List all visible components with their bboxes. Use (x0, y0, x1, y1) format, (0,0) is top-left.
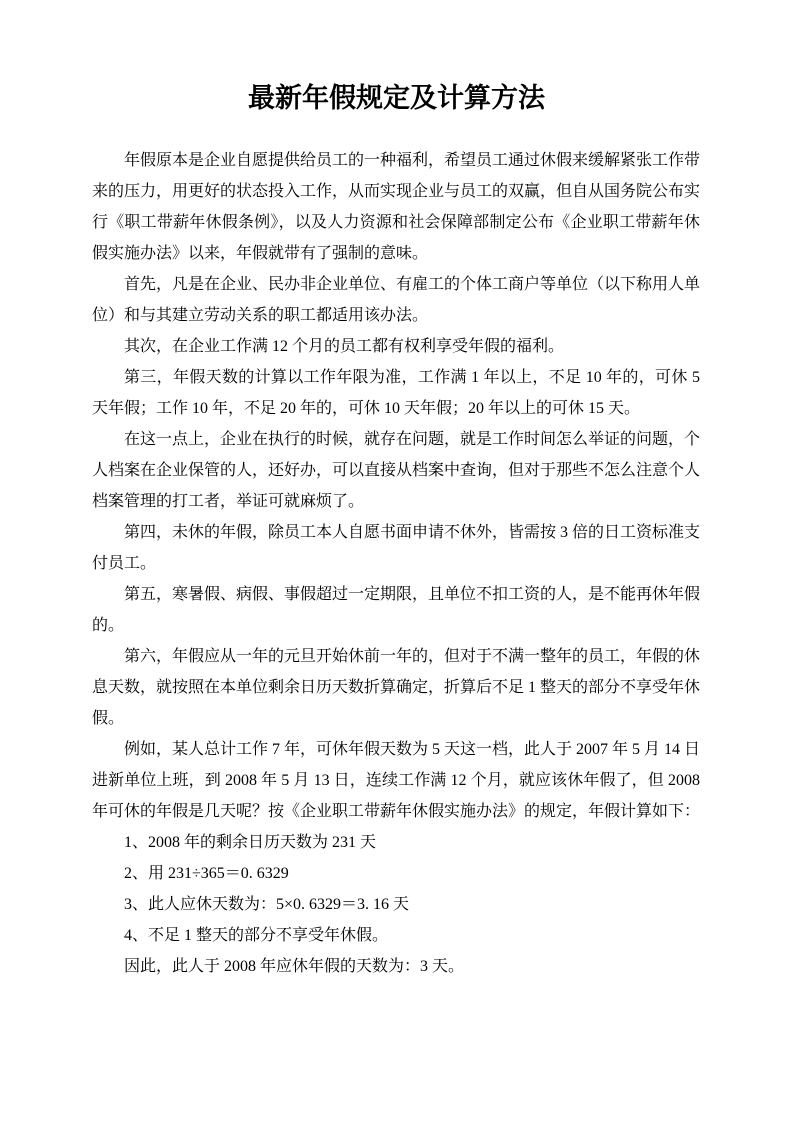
paragraph: 第四，未休的年假，除员工本人自愿书面申请不休外，皆需按 3 倍的日工资标准支付员工。 (92, 524, 701, 572)
paragraph: 1、2008 年的剩余日历天数为 231 天 (124, 834, 377, 851)
paragraph: 4、不足 1 整天的部分不享受年休假。 (124, 927, 389, 944)
paragraph: 在这一点上，企业在执行的时候，就存在问题，就是工作时间怎么举证的问题，个人档案在企业保管的人，还好办，可以直接从档案中查询，但对于那些不怎么注意个人档案管理的打工者，举证可就麻烦了。 (92, 431, 701, 510)
document-content (92, 145, 700, 982)
paragraph: 因此，此人于 2008 年应休年假的天数为：3 天。 (124, 958, 465, 975)
document-title: 最新年假规定及计算方法 (248, 83, 545, 113)
paragraph: 年假原本是企业自愿提供给员工的一种福利，希望员工通过休假来缓解紧张工作带来的压力，用更好的状态投入工作，从而实现企业与员工的双赢，但自从国务院公布实行《职工带薪年休假条例》，以及人力资源和社会保障部制定公布《企业职工带薪年休假实施办法》以来，年假就带有了强制的意味。 (92, 152, 701, 262)
paragraph: 其次，在企业工作满 12 个月的员工都有权利享受年假的福利。 (124, 338, 565, 355)
paragraph: 第三，年假天数的计算以工作年限为准，工作满 1 年以上，不足 10 年的，可休 5 天年假；工作 10 年，不足 20 年的，可休 10 天年假；20 年以上的可休 15 天。 (92, 369, 700, 417)
paragraph: 例如，某人总计工作 7 年，可休年假天数为 5 天这一档，此人于 2007 年 5 月 14 日进新单位上班，到 2008 年 5 月 13 日，连续工作满 12 个月，就应该休年假了，但 2008 年可休的年假是几天呢？按《企业职工带薪年休假实施办法》的规定，年假计算如下： (92, 741, 701, 820)
paragraph: 第五，寒暑假、病假、事假超过一定期限，且单位不扣工资的人，是不能再休年假的。 (92, 586, 701, 634)
paragraph: 2、用 231÷365＝0. 6329 (124, 865, 289, 882)
paragraph: 3、此人应休天数为：5×0. 6329＝3. 16 天 (124, 896, 410, 913)
paragraph: 第六，年假应从一年的元旦开始休前一年的，但对于不满一整年的员工，年假的休息天数，就按照在本单位剩余日历天数折算确定，折算后不足 1 整天的部分不享受年休假。 (92, 648, 701, 727)
paragraph: 首先，凡是在企业、民办非企业单位、有雇工的个体工商户等单位（以下称用人单位）和与其建立劳动关系的职工都适用该办法。 (92, 276, 701, 324)
